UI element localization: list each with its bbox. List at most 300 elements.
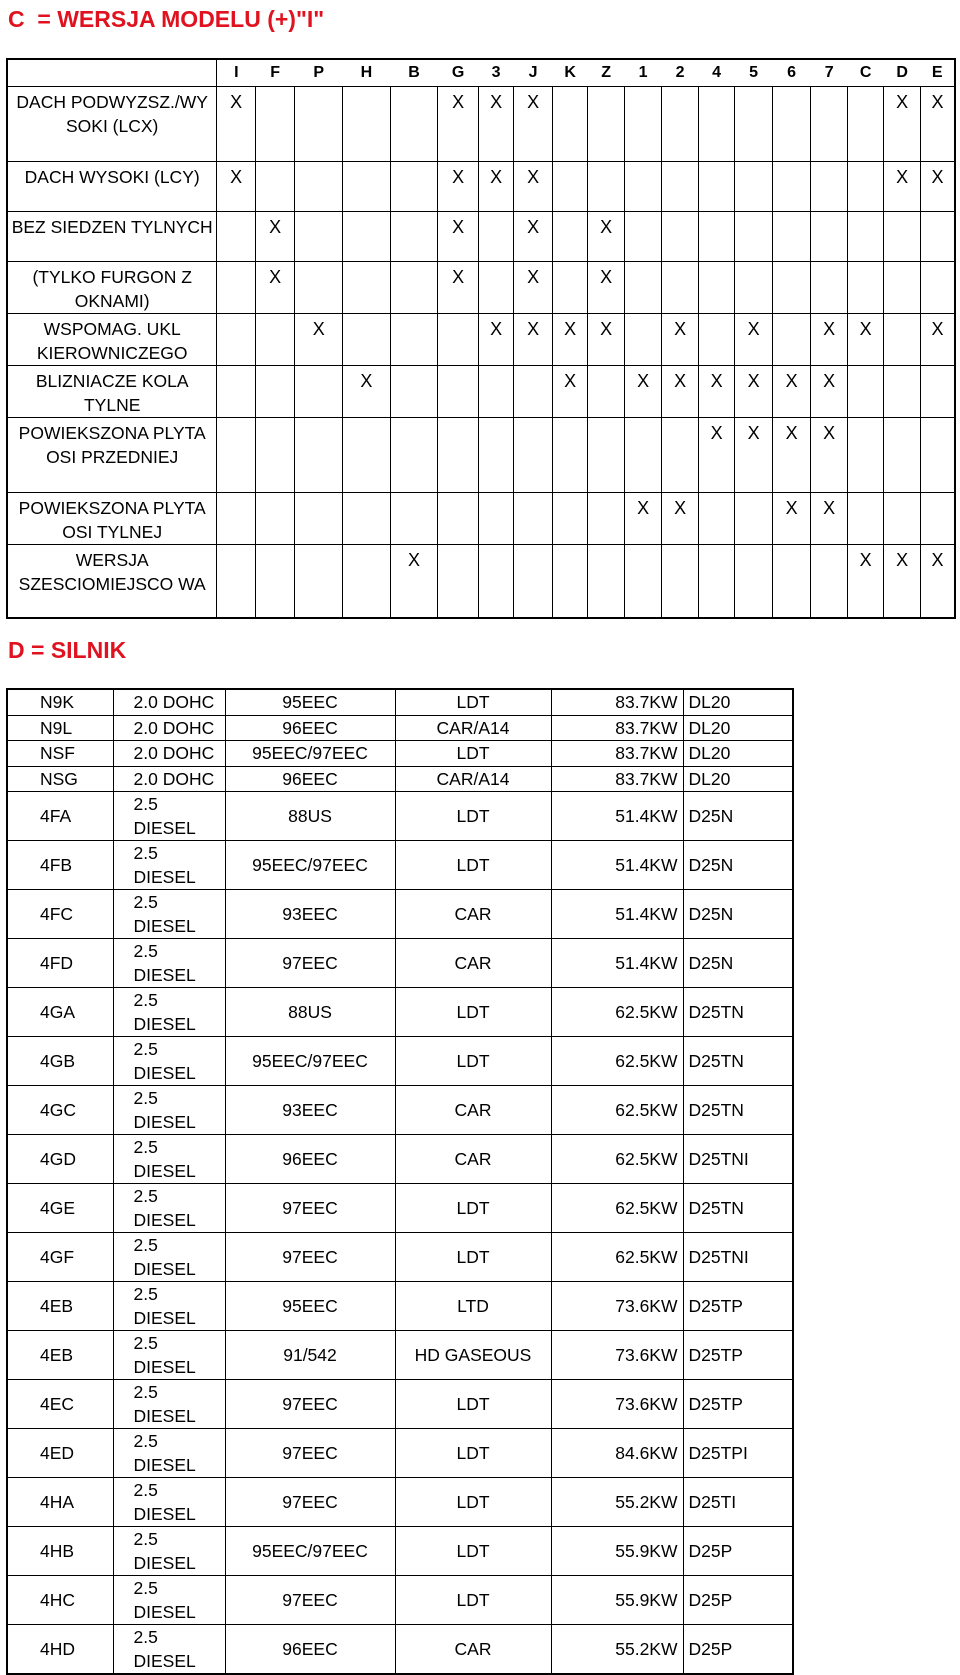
- column-header-3: 3: [478, 59, 513, 87]
- empty-cell: [735, 162, 773, 212]
- power-cell: 73.6KW: [551, 1380, 683, 1429]
- empty-cell: [772, 87, 811, 162]
- empty-cell: [217, 212, 256, 262]
- empty-cell: [920, 493, 955, 545]
- designation-cell: D25P: [683, 1527, 793, 1576]
- empty-cell: [884, 493, 921, 545]
- engine-table: [6, 688, 794, 1675]
- empty-cell: [698, 545, 735, 618]
- empty-cell: [295, 493, 343, 545]
- engine-code-cell: 4GD: [7, 1135, 113, 1184]
- column-header-1: 1: [624, 59, 662, 87]
- empty-cell: [390, 212, 438, 262]
- mark-cell: X: [811, 314, 848, 366]
- mark-cell: X: [588, 262, 625, 314]
- empty-cell: [735, 262, 773, 314]
- engine-row: [7, 1478, 793, 1527]
- empty-cell: [884, 262, 921, 314]
- column-header-5: 5: [735, 59, 773, 87]
- column-header-h: H: [343, 59, 391, 87]
- mark-cell: X: [811, 493, 848, 545]
- engine-code-cell: N9L: [7, 715, 113, 741]
- engine-type-cell: 2.5 DIESEL: [113, 1380, 225, 1429]
- empty-cell: [438, 493, 479, 545]
- emission-standard-cell: 96EEC: [225, 715, 395, 741]
- power-cell: 62.5KW: [551, 988, 683, 1037]
- mark-cell: X: [920, 87, 955, 162]
- model-version-row: [7, 162, 955, 212]
- spec-cell: LTD: [395, 1282, 551, 1331]
- power-cell: 62.5KW: [551, 1233, 683, 1282]
- mark-cell: X: [920, 162, 955, 212]
- engine-code-cell: 4HB: [7, 1527, 113, 1576]
- column-header-d: D: [884, 59, 921, 87]
- mark-cell: X: [735, 418, 773, 493]
- empty-cell: [255, 493, 295, 545]
- empty-cell: [624, 162, 662, 212]
- emission-standard-cell: 95EEC: [225, 689, 395, 715]
- empty-cell: [735, 212, 773, 262]
- designation-cell: D25TI: [683, 1478, 793, 1527]
- engine-type-cell: 2.5 DIESEL: [113, 792, 225, 841]
- empty-cell: [662, 418, 699, 493]
- engine-row: [7, 1331, 793, 1380]
- engine-type-cell: 2.5 DIESEL: [113, 1331, 225, 1380]
- empty-cell: [624, 314, 662, 366]
- spec-cell: LDT: [395, 1184, 551, 1233]
- empty-cell: [847, 162, 884, 212]
- mark-cell: X: [698, 418, 735, 493]
- empty-cell: [390, 162, 438, 212]
- empty-cell: [811, 162, 848, 212]
- emission-standard-cell: 97EEC: [225, 1478, 395, 1527]
- empty-cell: [552, 87, 587, 162]
- power-cell: 83.7KW: [551, 715, 683, 741]
- spec-cell: LDT: [395, 1380, 551, 1429]
- engine-code-cell: NSF: [7, 741, 113, 767]
- mark-cell: X: [920, 314, 955, 366]
- empty-cell: [588, 493, 625, 545]
- spec-cell: CAR: [395, 890, 551, 939]
- power-cell: 55.2KW: [551, 1625, 683, 1675]
- empty-cell: [588, 162, 625, 212]
- empty-cell: [847, 418, 884, 493]
- mark-cell: X: [735, 314, 773, 366]
- empty-cell: [478, 212, 513, 262]
- mark-cell: X: [552, 314, 587, 366]
- spec-cell: LDT: [395, 741, 551, 767]
- emission-standard-cell: 88US: [225, 792, 395, 841]
- engine-row: [7, 766, 793, 792]
- empty-cell: [624, 87, 662, 162]
- designation-cell: DL20: [683, 689, 793, 715]
- engine-type-cell: 2.5 DIESEL: [113, 1429, 225, 1478]
- empty-cell: [295, 162, 343, 212]
- empty-cell: [343, 418, 391, 493]
- engine-type-cell: 2.5 DIESEL: [113, 841, 225, 890]
- empty-cell: [295, 545, 343, 618]
- engine-row: [7, 1135, 793, 1184]
- empty-cell: [343, 162, 391, 212]
- mark-cell: X: [255, 262, 295, 314]
- mark-cell: X: [438, 212, 479, 262]
- engine-type-cell: 2.5 DIESEL: [113, 1527, 225, 1576]
- engine-code-cell: 4FC: [7, 890, 113, 939]
- empty-cell: [478, 262, 513, 314]
- column-header-4: 4: [698, 59, 735, 87]
- mark-cell: X: [514, 314, 553, 366]
- empty-cell: [624, 262, 662, 314]
- mark-cell: X: [662, 493, 699, 545]
- empty-cell: [772, 212, 811, 262]
- column-header-2: 2: [662, 59, 699, 87]
- spec-cell: LDT: [395, 792, 551, 841]
- emission-standard-cell: 97EEC: [225, 1233, 395, 1282]
- spec-cell: LDT: [395, 689, 551, 715]
- empty-cell: [811, 545, 848, 618]
- empty-cell: [390, 418, 438, 493]
- engine-row: [7, 988, 793, 1037]
- power-cell: 55.9KW: [551, 1527, 683, 1576]
- empty-cell: [624, 418, 662, 493]
- empty-cell: [217, 545, 256, 618]
- empty-cell: [217, 366, 256, 418]
- empty-cell: [217, 493, 256, 545]
- engine-code-cell: 4ED: [7, 1429, 113, 1478]
- mark-cell: X: [552, 366, 587, 418]
- power-cell: 51.4KW: [551, 890, 683, 939]
- model-version-row: [7, 366, 955, 418]
- empty-cell: [295, 418, 343, 493]
- empty-cell: [698, 493, 735, 545]
- column-header-e: E: [920, 59, 955, 87]
- spec-cell: CAR/A14: [395, 715, 551, 741]
- engine-row: [7, 1037, 793, 1086]
- power-cell: 51.4KW: [551, 792, 683, 841]
- emission-standard-cell: 91/542: [225, 1331, 395, 1380]
- designation-cell: D25TP: [683, 1282, 793, 1331]
- engine-code-cell: 4FD: [7, 939, 113, 988]
- designation-cell: D25TN: [683, 1184, 793, 1233]
- mark-cell: X: [772, 418, 811, 493]
- spec-cell: LDT: [395, 1527, 551, 1576]
- engine-type-cell: 2.0 DOHC: [113, 766, 225, 792]
- power-cell: 62.5KW: [551, 1135, 683, 1184]
- empty-cell: [295, 366, 343, 418]
- empty-cell: [884, 366, 921, 418]
- engine-row: [7, 1184, 793, 1233]
- designation-cell: DL20: [683, 715, 793, 741]
- empty-cell: [552, 262, 587, 314]
- mark-cell: X: [217, 87, 256, 162]
- empty-cell: [847, 87, 884, 162]
- spec-cell: LDT: [395, 1233, 551, 1282]
- designation-cell: D25TNI: [683, 1135, 793, 1184]
- empty-cell: [478, 366, 513, 418]
- empty-cell: [847, 493, 884, 545]
- engine-type-cell: 2.5 DIESEL: [113, 1233, 225, 1282]
- mark-cell: X: [772, 366, 811, 418]
- empty-cell: [295, 87, 343, 162]
- row-label: BEZ SIEDZEN TYLNYCH: [7, 212, 217, 262]
- spec-cell: LDT: [395, 841, 551, 890]
- empty-cell: [514, 418, 553, 493]
- empty-cell: [588, 87, 625, 162]
- emission-standard-cell: 93EEC: [225, 1086, 395, 1135]
- engine-row: [7, 792, 793, 841]
- empty-cell: [438, 366, 479, 418]
- empty-cell: [255, 366, 295, 418]
- emission-standard-cell: 97EEC: [225, 1576, 395, 1625]
- empty-cell: [698, 262, 735, 314]
- empty-cell: [811, 212, 848, 262]
- emission-standard-cell: 95EEC/97EEC: [225, 841, 395, 890]
- empty-cell: [811, 87, 848, 162]
- empty-cell: [811, 262, 848, 314]
- mark-cell: X: [920, 545, 955, 618]
- mark-cell: X: [698, 366, 735, 418]
- designation-cell: D25TNI: [683, 1233, 793, 1282]
- designation-cell: D25TP: [683, 1380, 793, 1429]
- designation-cell: D25N: [683, 792, 793, 841]
- empty-cell: [552, 162, 587, 212]
- empty-cell: [255, 162, 295, 212]
- mark-cell: X: [390, 545, 438, 618]
- designation-cell: D25N: [683, 890, 793, 939]
- mark-cell: X: [438, 162, 479, 212]
- mark-cell: X: [343, 366, 391, 418]
- engine-code-cell: 4HD: [7, 1625, 113, 1675]
- mark-cell: X: [884, 162, 921, 212]
- emission-standard-cell: 95EEC/97EEC: [225, 741, 395, 767]
- model-version-header-row: [7, 59, 955, 87]
- empty-cell: [698, 162, 735, 212]
- engine-row: [7, 1576, 793, 1625]
- row-label: (TYLKO FURGON Z OKNAMI): [7, 262, 217, 314]
- mark-cell: X: [811, 418, 848, 493]
- empty-cell: [343, 262, 391, 314]
- column-header-g: G: [438, 59, 479, 87]
- emission-standard-cell: 88US: [225, 988, 395, 1037]
- empty-cell: [772, 162, 811, 212]
- empty-cell: [772, 262, 811, 314]
- mark-cell: X: [295, 314, 343, 366]
- power-cell: 73.6KW: [551, 1331, 683, 1380]
- engine-code-cell: 4GB: [7, 1037, 113, 1086]
- empty-cell: [255, 418, 295, 493]
- mark-cell: X: [662, 314, 699, 366]
- emission-standard-cell: 93EEC: [225, 890, 395, 939]
- emission-standard-cell: 96EEC: [225, 1135, 395, 1184]
- designation-cell: D25TN: [683, 988, 793, 1037]
- empty-cell: [217, 314, 256, 366]
- power-cell: 84.6KW: [551, 1429, 683, 1478]
- spec-cell: LDT: [395, 1037, 551, 1086]
- engine-row: [7, 939, 793, 988]
- empty-cell: [514, 366, 553, 418]
- power-cell: 83.7KW: [551, 741, 683, 767]
- mark-cell: X: [884, 545, 921, 618]
- empty-cell: [662, 87, 699, 162]
- power-cell: 73.6KW: [551, 1282, 683, 1331]
- power-cell: 83.7KW: [551, 766, 683, 792]
- mark-cell: X: [624, 366, 662, 418]
- row-label: DACH PODWYZSZ./WY SOKI (LCX): [7, 87, 217, 162]
- engine-row: [7, 741, 793, 767]
- engine-code-cell: 4GC: [7, 1086, 113, 1135]
- empty-cell: [255, 314, 295, 366]
- mark-cell: X: [514, 212, 553, 262]
- engine-row: [7, 689, 793, 715]
- empty-cell: [552, 418, 587, 493]
- empty-cell: [920, 262, 955, 314]
- engine-code-cell: 4EB: [7, 1282, 113, 1331]
- empty-cell: [698, 212, 735, 262]
- engine-code-cell: 4HC: [7, 1576, 113, 1625]
- empty-cell: [588, 418, 625, 493]
- empty-cell: [390, 366, 438, 418]
- column-header-k: K: [552, 59, 587, 87]
- empty-cell: [255, 545, 295, 618]
- engine-row: [7, 1625, 793, 1675]
- engine-row: [7, 1086, 793, 1135]
- empty-cell: [390, 493, 438, 545]
- power-cell: 83.7KW: [551, 689, 683, 715]
- mark-cell: X: [772, 493, 811, 545]
- emission-standard-cell: 96EEC: [225, 1625, 395, 1675]
- mark-cell: X: [588, 212, 625, 262]
- spec-cell: CAR: [395, 1135, 551, 1184]
- empty-cell: [343, 314, 391, 366]
- engine-type-cell: 2.5 DIESEL: [113, 1625, 225, 1675]
- model-version-row: [7, 87, 955, 162]
- spec-cell: CAR/A14: [395, 766, 551, 792]
- spec-cell: LDT: [395, 1429, 551, 1478]
- empty-cell: [772, 545, 811, 618]
- empty-cell: [438, 545, 479, 618]
- empty-cell: [735, 545, 773, 618]
- empty-cell: [735, 87, 773, 162]
- empty-cell: [217, 262, 256, 314]
- empty-cell: [295, 262, 343, 314]
- empty-cell: [735, 493, 773, 545]
- empty-cell: [343, 87, 391, 162]
- empty-cell: [478, 418, 513, 493]
- model-version-row: [7, 545, 955, 618]
- row-label: WSPOMAG. UKL KIEROWNICZEGO: [7, 314, 217, 366]
- engine-type-cell: 2.0 DOHC: [113, 689, 225, 715]
- spec-cell: CAR: [395, 939, 551, 988]
- mark-cell: X: [438, 87, 479, 162]
- engine-row: [7, 1282, 793, 1331]
- mark-cell: X: [847, 545, 884, 618]
- empty-cell: [343, 493, 391, 545]
- designation-cell: D25TN: [683, 1086, 793, 1135]
- empty-cell: [390, 87, 438, 162]
- power-cell: 55.2KW: [551, 1478, 683, 1527]
- engine-type-cell: 2.5 DIESEL: [113, 1086, 225, 1135]
- designation-cell: D25TN: [683, 1037, 793, 1086]
- engine-type-cell: 2.5 DIESEL: [113, 890, 225, 939]
- empty-cell: [343, 545, 391, 618]
- empty-cell: [847, 366, 884, 418]
- mark-cell: X: [884, 87, 921, 162]
- empty-cell: [698, 314, 735, 366]
- power-cell: 62.5KW: [551, 1184, 683, 1233]
- model-version-row: [7, 262, 955, 314]
- spec-cell: HD GASEOUS: [395, 1331, 551, 1380]
- power-cell: 51.4KW: [551, 939, 683, 988]
- engine-code-cell: 4GA: [7, 988, 113, 1037]
- empty-cell: [772, 314, 811, 366]
- row-label-column-header: [7, 59, 217, 87]
- designation-cell: DL20: [683, 741, 793, 767]
- emission-standard-cell: 97EEC: [225, 1429, 395, 1478]
- row-label: POWIEKSZONA PLYTA OSI PRZEDNIEJ: [7, 418, 217, 493]
- power-cell: 62.5KW: [551, 1086, 683, 1135]
- empty-cell: [588, 366, 625, 418]
- engine-row: [7, 890, 793, 939]
- emission-standard-cell: 95EEC: [225, 1282, 395, 1331]
- empty-cell: [514, 545, 553, 618]
- empty-cell: [662, 162, 699, 212]
- engine-type-cell: 2.5 DIESEL: [113, 1478, 225, 1527]
- power-cell: 51.4KW: [551, 841, 683, 890]
- engine-code-cell: 4HA: [7, 1478, 113, 1527]
- spec-cell: LDT: [395, 1576, 551, 1625]
- empty-cell: [390, 314, 438, 366]
- empty-cell: [698, 87, 735, 162]
- mark-cell: X: [847, 314, 884, 366]
- engine-type-cell: 2.5 DIESEL: [113, 1135, 225, 1184]
- engine-row: [7, 715, 793, 741]
- empty-cell: [390, 262, 438, 314]
- column-header-c: C: [847, 59, 884, 87]
- mark-cell: X: [438, 262, 479, 314]
- empty-cell: [624, 545, 662, 618]
- engine-type-cell: 2.5 DIESEL: [113, 939, 225, 988]
- row-label: POWIEKSZONA PLYTA OSI TYLNEJ: [7, 493, 217, 545]
- designation-cell: D25TPI: [683, 1429, 793, 1478]
- column-header-p: P: [295, 59, 343, 87]
- empty-cell: [552, 493, 587, 545]
- empty-cell: [920, 366, 955, 418]
- empty-cell: [847, 262, 884, 314]
- empty-cell: [920, 418, 955, 493]
- engine-row: [7, 1380, 793, 1429]
- empty-cell: [884, 314, 921, 366]
- model-version-row: [7, 418, 955, 493]
- engine-row: [7, 1233, 793, 1282]
- designation-cell: D25N: [683, 939, 793, 988]
- engine-type-cell: 2.0 DOHC: [113, 741, 225, 767]
- empty-cell: [552, 545, 587, 618]
- spec-cell: LDT: [395, 1478, 551, 1527]
- mark-cell: X: [588, 314, 625, 366]
- mark-cell: X: [735, 366, 773, 418]
- engine-type-cell: 2.5 DIESEL: [113, 1576, 225, 1625]
- empty-cell: [255, 87, 295, 162]
- model-version-row: [7, 493, 955, 545]
- empty-cell: [295, 212, 343, 262]
- empty-cell: [662, 212, 699, 262]
- engine-type-cell: 2.5 DIESEL: [113, 1184, 225, 1233]
- empty-cell: [217, 418, 256, 493]
- mark-cell: X: [514, 262, 553, 314]
- emission-standard-cell: 97EEC: [225, 939, 395, 988]
- model-version-row: [7, 314, 955, 366]
- mark-cell: X: [624, 493, 662, 545]
